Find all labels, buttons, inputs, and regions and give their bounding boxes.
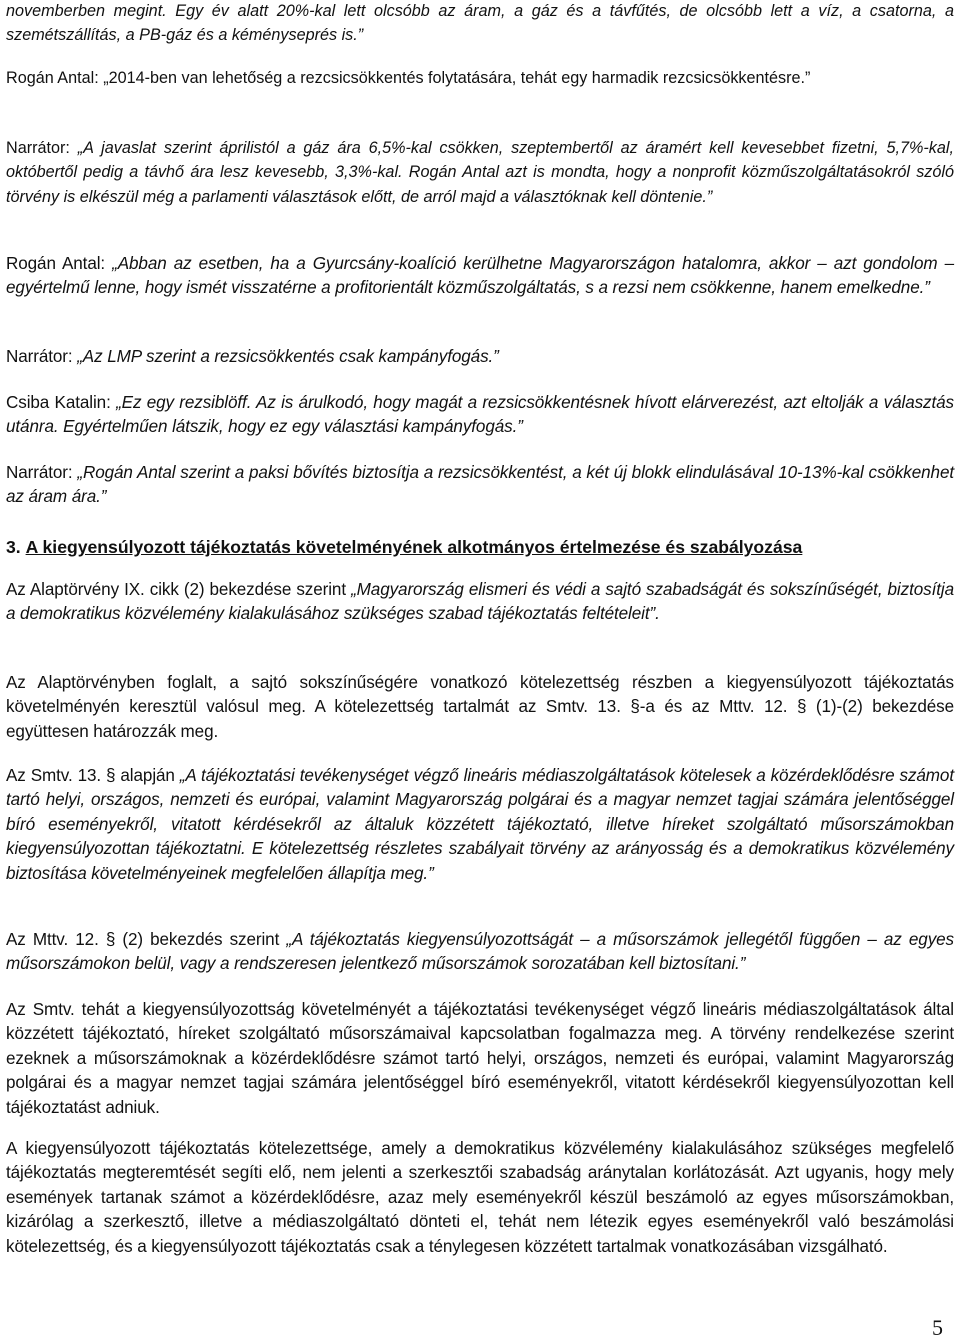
p8-run-0: Az Alaptörvény IX. cikk (2) bekezdése szerint (6, 580, 352, 599)
paragraph-narrator-3 (6, 461, 954, 510)
paragraph-mttv-12 (6, 928, 954, 977)
paragraph-kotelezettseg (6, 1137, 954, 1259)
section-title: A kiegyensúlyozott tájékoztatás követelményének alkotmányos értelmezése és szabályozása (25, 537, 803, 557)
p12-run-0: Az Smtv. tehát a kiegyensúlyozottság követelményét a tájékoztatási tevékenységet végző lineáris médiaszolgáltatások által közzétett tájékoztató, híreket szolgáltató műsorszámaival kapcsolatban fogalmazza meg. A törvény rendelkezése szerint ezeknek a műsorszámoknak a közérdeklődésre számot tartó helyi, országos, nemzeti és európai, valamint Magyarország polgárai és a magyar nemzet tagjai számára jelentőséggel bíró eseményekről, vitatott kérdésekről kiegyensúlyozottan kell tájékoztatást adniuk. (6, 1000, 954, 1117)
paragraph-alaptorveny-cite (6, 578, 954, 627)
paragraph-rogan-quote-2 (6, 252, 954, 301)
p7-run-1: „Rogán Antal szerint a paksi bővítés biztosítja a rezsicsökkentést, a két új blokk elindulásával 10-13%-kal csökkenhet az áram ára.” (6, 463, 954, 507)
p3-run-1: „A javaslat szerint áprilistól a gáz ára 6,5%-kal csökken, szeptembertől az áramért kell kevesebbet fizetni, 5,7%-kal, októbertől pedig a távhő ára lesz kevesebb, 3,3%-kal. Rogán Antal azt is mondta, hogy a nonprofit közműszolgáltatásokról szóló törvény is elkészül még a parlamenti választások előtt, de arról majd a választóknak kell döntenie.” (6, 139, 954, 206)
p2-run-0: Rogán Antal: „2014-ben van lehetőség a rezcsicsökkentés folytatására, tehát egy harmadik rezcsicsökkentésre.” (6, 69, 811, 87)
p4-run-1: „Abban az esetben, ha a Gyurcsány-koalíció kerülhetne Magyarországon hatalomra, akkor – azt gondolom – egyértelmű lenne, hogy ismét visszatérne a profitorientált közműszolgáltatás, s a rezsi nem csökkenne, hanem emelkedne.” (6, 254, 954, 298)
p4-run-0: Rogán Antal: (6, 254, 113, 273)
p11-run-1: „A tájékoztatás kiegyensúlyozottságát – a műsorszámok jellegétől függően – az egyes műsorszámokon belül, vagy a rendszeresen jelentkező műsorszámok sorozatában kell biztosítani.” (6, 930, 954, 974)
p7-run-0: Narrátor: (6, 463, 78, 482)
p3-run-0: Narrátor: (6, 139, 78, 157)
paragraph-smtv-13 (6, 764, 954, 886)
p6-run-0: Csiba Katalin: (6, 393, 117, 412)
section-heading (6, 535, 802, 559)
p8-run-1: „Magyarország elismeri és védi a sajtó szabadságát és sokszínűségét, biztosítja a demokratikus közvélemény kialakulásához szükséges szabad tájékoztatás feltételeit”. (6, 580, 954, 624)
paragraph-sokszinuseg (6, 671, 954, 744)
paragraph-narrator-2 (6, 345, 954, 369)
p10-run-1: „A tájékoztatási tevékenységet végző lineáris médiaszolgáltatások kötelesek a közérdeklődésre számot tartó helyi, országos, nemzeti és európai, valamint Magyarország polgárai és a magyar nemzet tagjai számára jelentőséggel bíró eseményekről, vitatott kérdésekről az általuk közzétett tájékoztató, illetve híreket szolgáltató műsorszámokban kiegyensúlyozottan tájékoztatni. E kötelezettség részletes szabályait törvény az arányosság és a demokratikus közvélemény biztosítása követelményeinek megfelelően állapítja meg.” (6, 766, 954, 883)
p5-run-0: Narrátor: (6, 347, 78, 366)
p1-run-0: novemberben megint. Egy év alatt 20%-kal lett olcsóbb az áram, a gáz és a távfűtés, de olcsóbb lett a víz, a csatorna, a szemétszállítás, a PB-gáz és a kéményseprés is.” (6, 2, 954, 45)
p9-run-0: Az Alaptörvényben foglalt, a sajtó sokszínűségére vonatkozó kötelezettség részben a kiegyensúlyozott tájékoztatás követelményén keresztül valósul meg. A kötelezettség tartalmát az Smtv. 13. §-a és az Mttv. 12. § (1)-(2) bekezdése együttesen határozzák meg. (6, 673, 954, 741)
p10-run-0: Az Smtv. 13. § alapján (6, 766, 180, 785)
p13-run-0: A kiegyensúlyozott tájékoztatás kötelezettsége, amely a demokratikus közvélemény kialakulásához szükséges megfelelő tájékoztatás megteremtését segíti elő, nem jelenti a szerkesztői szabadság aránytalan korlátozását. Azt ugyanis, hogy mely események tartanak számot a közérdeklődésre, azaz mely eseményekről készül beszámoló az egyes műsorszámokban, kizárólag a szerkesztő, illetve a médiaszolgáltató dönteti el, tehát nem létezik egyes eseményekről való beszámolási kötelezettség, és a kiegyensúlyozott tájékoztatás csak a ténylegesen közzétett tartalmak vonatkozásában vizsgálható. (6, 1139, 954, 1256)
section-number: 3. (6, 537, 21, 557)
p5-run-1: „Az LMP szerint a rezsicsökkentés csak kampányfogás.” (77, 347, 499, 366)
paragraph-rogan-quote-1 (6, 66, 954, 90)
paragraph-narrator-1 (6, 136, 954, 209)
p6-run-1: „Ez egy rezsiblöff. Az is árulkodó, hogy magát a rezsicsökkentésnek hívott elárverezést, azt eltolják a választás utánra. Egyértelműen látszik, hogy ez egy választási kampányfogás.” (6, 393, 955, 437)
p11-run-0: Az Mttv. 12. § (2) bekezdés szerint (6, 930, 287, 949)
paragraph-csiba-quote (6, 391, 954, 440)
paragraph-continuation (6, 0, 954, 48)
page-number: 5 (932, 1315, 943, 1340)
paragraph-smtv-analysis (6, 998, 954, 1120)
